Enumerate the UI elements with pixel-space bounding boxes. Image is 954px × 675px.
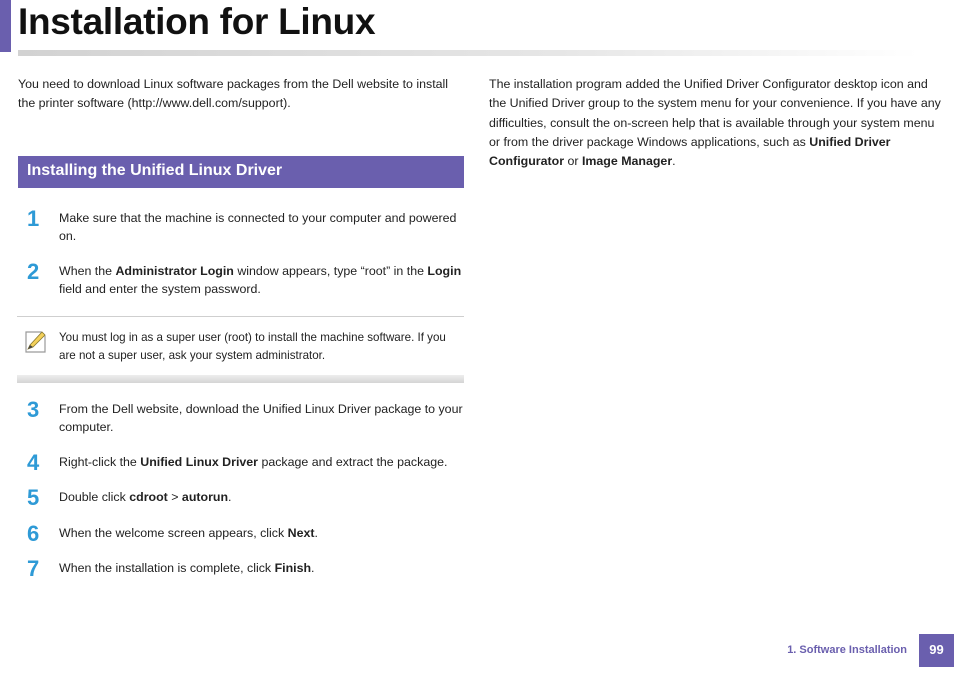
page-title: Installation for Linux: [18, 1, 376, 42]
step-text-part: When the welcome screen appears, click: [59, 526, 288, 540]
step-text-part: >: [167, 490, 182, 504]
configurator-text-part3: .: [672, 154, 676, 169]
step-text-part: When the: [59, 264, 116, 278]
step-text-part: When the installation is complete, click: [59, 561, 275, 575]
autorun-label: autorun: [181, 490, 229, 504]
step-number: 7: [27, 556, 40, 581]
login-field-label: Login: [427, 264, 462, 278]
step-text: [59, 488, 464, 506]
step-text-part: .: [228, 490, 232, 504]
step-number: 5: [27, 485, 40, 510]
page-number: 99: [919, 634, 954, 667]
step-text: [59, 262, 464, 298]
step-text-part: Right-click the: [59, 455, 141, 469]
step-number: 2: [27, 259, 40, 284]
administrator-login-label: Administrator Login: [115, 264, 234, 278]
section-heading-bar: [18, 156, 464, 188]
title-accent-bar: [0, 0, 11, 52]
cdroot-label: cdroot: [129, 490, 168, 504]
step-text: [59, 453, 464, 471]
step-number: 1: [27, 206, 40, 231]
step-text-part: window appears, type “root” in the: [233, 264, 428, 278]
step-text: Make sure that the machine is connected to your computer and powered on.: [59, 211, 457, 243]
note-text: You must log in as a super user (root) to install the machine software. If you are not a super user, ask your system administrator.: [59, 331, 446, 362]
configurator-text-part2: or: [564, 154, 582, 169]
step-text-part: .: [311, 561, 315, 575]
step-text-part: field and enter the system password.: [59, 282, 261, 296]
step-text-part: .: [314, 526, 318, 540]
step-number: 4: [27, 450, 40, 475]
step-number: 6: [27, 521, 40, 546]
step-text-part: package and extract the package.: [258, 455, 448, 469]
note-box: [17, 316, 464, 383]
configurator-text-part1: The installation program added the Unified Driver Configurator desktop icon and the Unified Driver group to the system menu for your convenience. If you have any difficulties, consult the on-screen help that is available through your system menu or from the driver package Windows applications, such as: [489, 77, 941, 149]
unified-linux-driver-label: Unified Linux Driver: [140, 455, 258, 469]
configurator-paragraph: [489, 75, 941, 171]
finish-label: Finish: [274, 561, 312, 575]
note-bottom-shade: [17, 375, 464, 383]
step-text-part: Double click: [59, 490, 130, 504]
unified-driver-configurator-label: Unified Driver Configurator: [489, 134, 891, 169]
intro-paragraph: You need to download Linux software packages from the Dell website to install the printer software (http://www.dell.com/support).: [18, 77, 449, 111]
footer-section-link[interactable]: 1. Software Installation: [787, 644, 907, 656]
image-manager-label: Image Manager: [581, 154, 673, 169]
section-heading: Installing the Unified Linux Driver: [27, 162, 283, 179]
next-label: Next: [287, 526, 315, 540]
step-text: [59, 559, 464, 577]
step-text: [59, 524, 464, 542]
step-text: From the Dell website, download the Unified Linux Driver package to your computer.: [59, 402, 463, 434]
title-underline: [18, 50, 918, 56]
note-pencil-icon: [24, 328, 48, 354]
step-number: 3: [27, 397, 40, 422]
